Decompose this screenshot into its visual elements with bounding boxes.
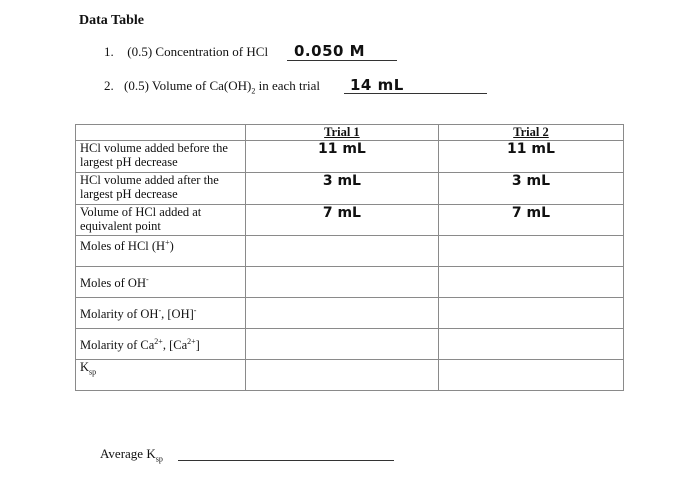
- trial-1-value[interactable]: [245, 236, 438, 267]
- trial-2-value[interactable]: 3 mL: [438, 173, 623, 205]
- question-2-subscript: 2: [251, 86, 256, 96]
- question-2-answer: 14 mL: [350, 76, 404, 94]
- row-label: [76, 236, 246, 267]
- question-1-number: 1.: [104, 44, 114, 59]
- row-label-sup: +: [165, 238, 170, 247]
- trial-1-value[interactable]: 7 mL: [245, 205, 438, 236]
- trial-2-value[interactable]: [438, 236, 623, 267]
- row-label-pre: Moles of OH: [80, 276, 146, 291]
- row-label-mid: , [OH]: [161, 307, 194, 322]
- row-label-sup: 2+: [154, 337, 163, 347]
- row-label-sub: sp: [89, 367, 97, 377]
- question-1-answer: 0.050 M: [294, 42, 366, 60]
- table-row: [76, 360, 624, 391]
- trial-2-value[interactable]: 11 mL: [438, 141, 623, 173]
- row-label-sup: -: [145, 275, 149, 285]
- trial-2-value[interactable]: [438, 329, 623, 360]
- row-label: Volume of HCl added at equivalent point: [76, 205, 246, 236]
- table-header-blank: [76, 125, 246, 141]
- row-label: [76, 267, 246, 298]
- page-title: Data Table: [79, 13, 144, 28]
- trial-1-value[interactable]: [245, 298, 438, 329]
- question-2-number: 2.: [104, 78, 114, 93]
- table-header-trial-1: Trial 1: [245, 125, 438, 141]
- question-1-answer-line: [287, 60, 397, 61]
- row-label: HCl volume added before the largest pH decrease: [76, 141, 246, 173]
- average-ksp-sub: sp: [155, 454, 163, 464]
- question-2: [104, 78, 320, 96]
- row-label: [76, 298, 246, 329]
- question-1-text: (0.5) Concentration of HCl: [127, 44, 269, 59]
- trial-2-value[interactable]: [438, 267, 623, 298]
- data-table: [75, 124, 624, 391]
- table-header-trial-2: Trial 2: [438, 125, 623, 141]
- row-label-sup-2: 2+: [187, 337, 196, 347]
- average-ksp-label: [100, 446, 163, 464]
- table-row: [76, 298, 624, 329]
- row-label-sup-2: -: [193, 306, 197, 316]
- table-row: [76, 205, 624, 236]
- trial-1-value[interactable]: 3 mL: [245, 173, 438, 205]
- question-2-text-pre: (0.5) Volume of Ca(OH): [124, 78, 252, 93]
- table-row: [76, 173, 624, 205]
- table-header-row: [76, 125, 624, 141]
- row-label-pre: K: [80, 360, 90, 374]
- row-label-pre: Molarity of OH: [80, 307, 159, 322]
- table-row: [76, 267, 624, 298]
- average-ksp-answer-line[interactable]: [178, 460, 394, 461]
- row-label-sup: -: [158, 306, 162, 316]
- trial-2-value[interactable]: 7 mL: [438, 205, 623, 236]
- trial-1-value[interactable]: 11 mL: [245, 141, 438, 173]
- row-label: [76, 360, 246, 391]
- row-label: HCl volume added after the largest pH decrease: [76, 173, 246, 205]
- row-label-pre: Moles of HCl (H: [80, 239, 166, 254]
- trial-2-value[interactable]: [438, 360, 623, 391]
- row-label-post: ]: [195, 338, 200, 353]
- table-row: [76, 141, 624, 173]
- trial-2-value[interactable]: [438, 298, 623, 329]
- trial-1-value[interactable]: [245, 329, 438, 360]
- question-2-text-post: in each trial: [255, 78, 320, 93]
- question-2-answer-line: [344, 93, 487, 94]
- trial-1-value[interactable]: [245, 360, 438, 391]
- row-label-post: ): [169, 239, 174, 254]
- row-label: [76, 329, 246, 360]
- table-row: [76, 329, 624, 360]
- question-1: [104, 44, 268, 60]
- trial-1-value[interactable]: [245, 267, 438, 298]
- average-ksp-pre: Average K: [100, 446, 156, 461]
- row-label-mid: , [Ca: [162, 338, 188, 353]
- row-label-pre: Molarity of Ca: [80, 338, 155, 353]
- table-row: [76, 236, 624, 267]
